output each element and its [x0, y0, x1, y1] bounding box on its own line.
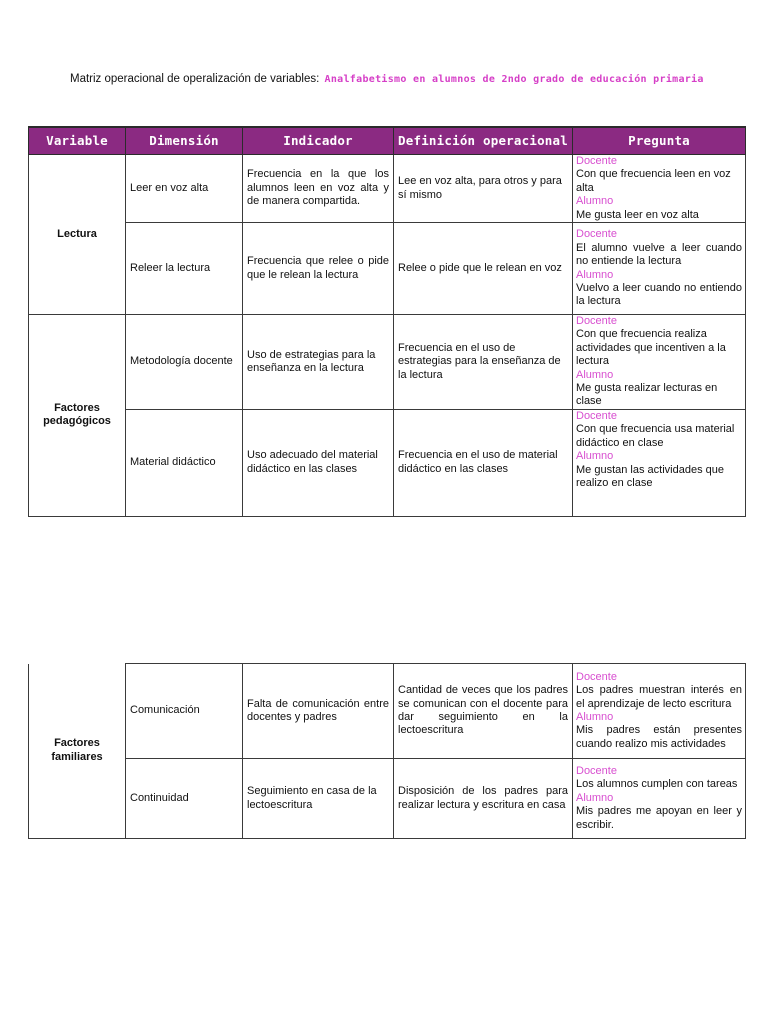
dimension-cell: Metodología docente — [126, 315, 243, 410]
table-row — [29, 223, 746, 315]
table-row — [29, 155, 746, 223]
indicator-cell: Frecuencia en la que los alumnos leen en voz alta y de manera compartida. — [243, 155, 394, 223]
definition-cell: Disposición de los padres para realizar lectura y escritura en casa — [394, 759, 573, 839]
docente-label: Docente — [576, 409, 617, 422]
variables-table-continued — [28, 663, 746, 839]
alumno-question: Me gusta realizar lecturas en clase — [576, 382, 718, 408]
docente-question: Los alumnos cumplen con tareas — [576, 778, 738, 791]
variable-cell: Lectura — [29, 155, 126, 315]
definition-cell: Cantidad de veces que los padres se comunican con el docente para dar seguimiento en la lectoescritura — [394, 664, 573, 759]
alumno-label: Alumno — [576, 711, 614, 723]
alumno-question: Vuelvo a leer cuando no entiendo la lectura — [576, 281, 742, 308]
alumno-label: Alumno — [576, 368, 614, 381]
dimension-cell: Leer en voz alta — [126, 155, 243, 223]
header-variable: Variable — [29, 127, 126, 155]
heading-prefix: Matriz operacional de operalización de variables: — [70, 73, 320, 85]
indicator-cell: Uso de estrategias para la enseñanza en la lectura — [243, 315, 394, 410]
question-cell — [573, 223, 746, 315]
docente-label: Docente — [576, 764, 617, 777]
indicator-cell: Falta de comunicación entre docentes y padres — [243, 664, 394, 759]
alumno-label: Alumno — [576, 268, 614, 281]
header-question: Pregunta — [573, 127, 746, 155]
variable-cell: Factores familiares — [29, 664, 126, 839]
alumno-question: Me gustan las actividades que realizo en clase — [576, 463, 724, 489]
docente-question: Con que frecuencia leen en voz alta — [576, 168, 731, 194]
indicator-cell: Uso adecuado del material didáctico en las clases — [243, 409, 394, 516]
docente-label: Docente — [576, 670, 617, 683]
question-cell — [573, 664, 746, 759]
alumno-question: Mis padres me apoyan en leer y escribir. — [576, 805, 742, 831]
document-heading — [70, 73, 704, 85]
header-dimension: Dimensión — [126, 127, 243, 155]
alumno-question: Me gusta leer en voz alta — [576, 208, 699, 221]
definition-cell: Lee en voz alta, para otros y para sí mismo — [394, 155, 573, 223]
variable-cell: Factores pedagógicos — [29, 315, 126, 517]
docente-question: Con que frecuencia realiza actividades que incentiven a la lectura — [576, 328, 726, 368]
table-row — [29, 664, 746, 759]
dimension-cell: Comunicación — [126, 664, 243, 759]
docente-label: Docente — [576, 315, 617, 328]
alumno-label: Alumno — [576, 450, 614, 463]
docente-question: Con que frecuencia usa material didáctico en clase — [576, 423, 735, 449]
question-cell — [573, 409, 746, 516]
question-cell — [573, 155, 746, 223]
question-cell — [573, 759, 746, 839]
question-cell — [573, 315, 746, 410]
docente-label: Docente — [576, 228, 617, 241]
definition-cell: Frecuencia en el uso de estrategias para la enseñanza de la lectura — [394, 315, 573, 410]
table-row — [29, 315, 746, 410]
docente-question: Los padres muestran interés en el aprendizaje de lecto escritura — [576, 684, 742, 710]
dimension-cell: Continuidad — [126, 759, 243, 839]
alumno-label: Alumno — [576, 791, 614, 804]
indicator-cell: Frecuencia que relee o pide que le relean la lectura — [243, 223, 394, 315]
table-row — [29, 409, 746, 516]
table-header-row — [29, 127, 746, 155]
alumno-label: Alumno — [576, 195, 614, 208]
header-definition: Definición operacional — [394, 127, 573, 155]
docente-question: El alumno vuelve a leer cuando no entiende la lectura — [576, 241, 742, 268]
definition-cell: Frecuencia en el uso de material didáctico en las clases — [394, 409, 573, 516]
indicator-cell: Seguimiento en casa de la lectoescritura — [243, 759, 394, 839]
docente-label: Docente — [576, 155, 617, 167]
definition-cell: Relee o pide que le relean en voz — [394, 223, 573, 315]
heading-highlight: Analfabetismo en alumnos de 2ndo grado de educación primaria — [324, 74, 704, 85]
dimension-cell: Material didáctico — [126, 409, 243, 516]
variables-table — [28, 126, 746, 517]
table-row — [29, 759, 746, 839]
header-indicator: Indicador — [243, 127, 394, 155]
alumno-question: Mis padres están presentes cuando realizo mis actividades — [576, 724, 742, 750]
dimension-cell: Releer la lectura — [126, 223, 243, 315]
